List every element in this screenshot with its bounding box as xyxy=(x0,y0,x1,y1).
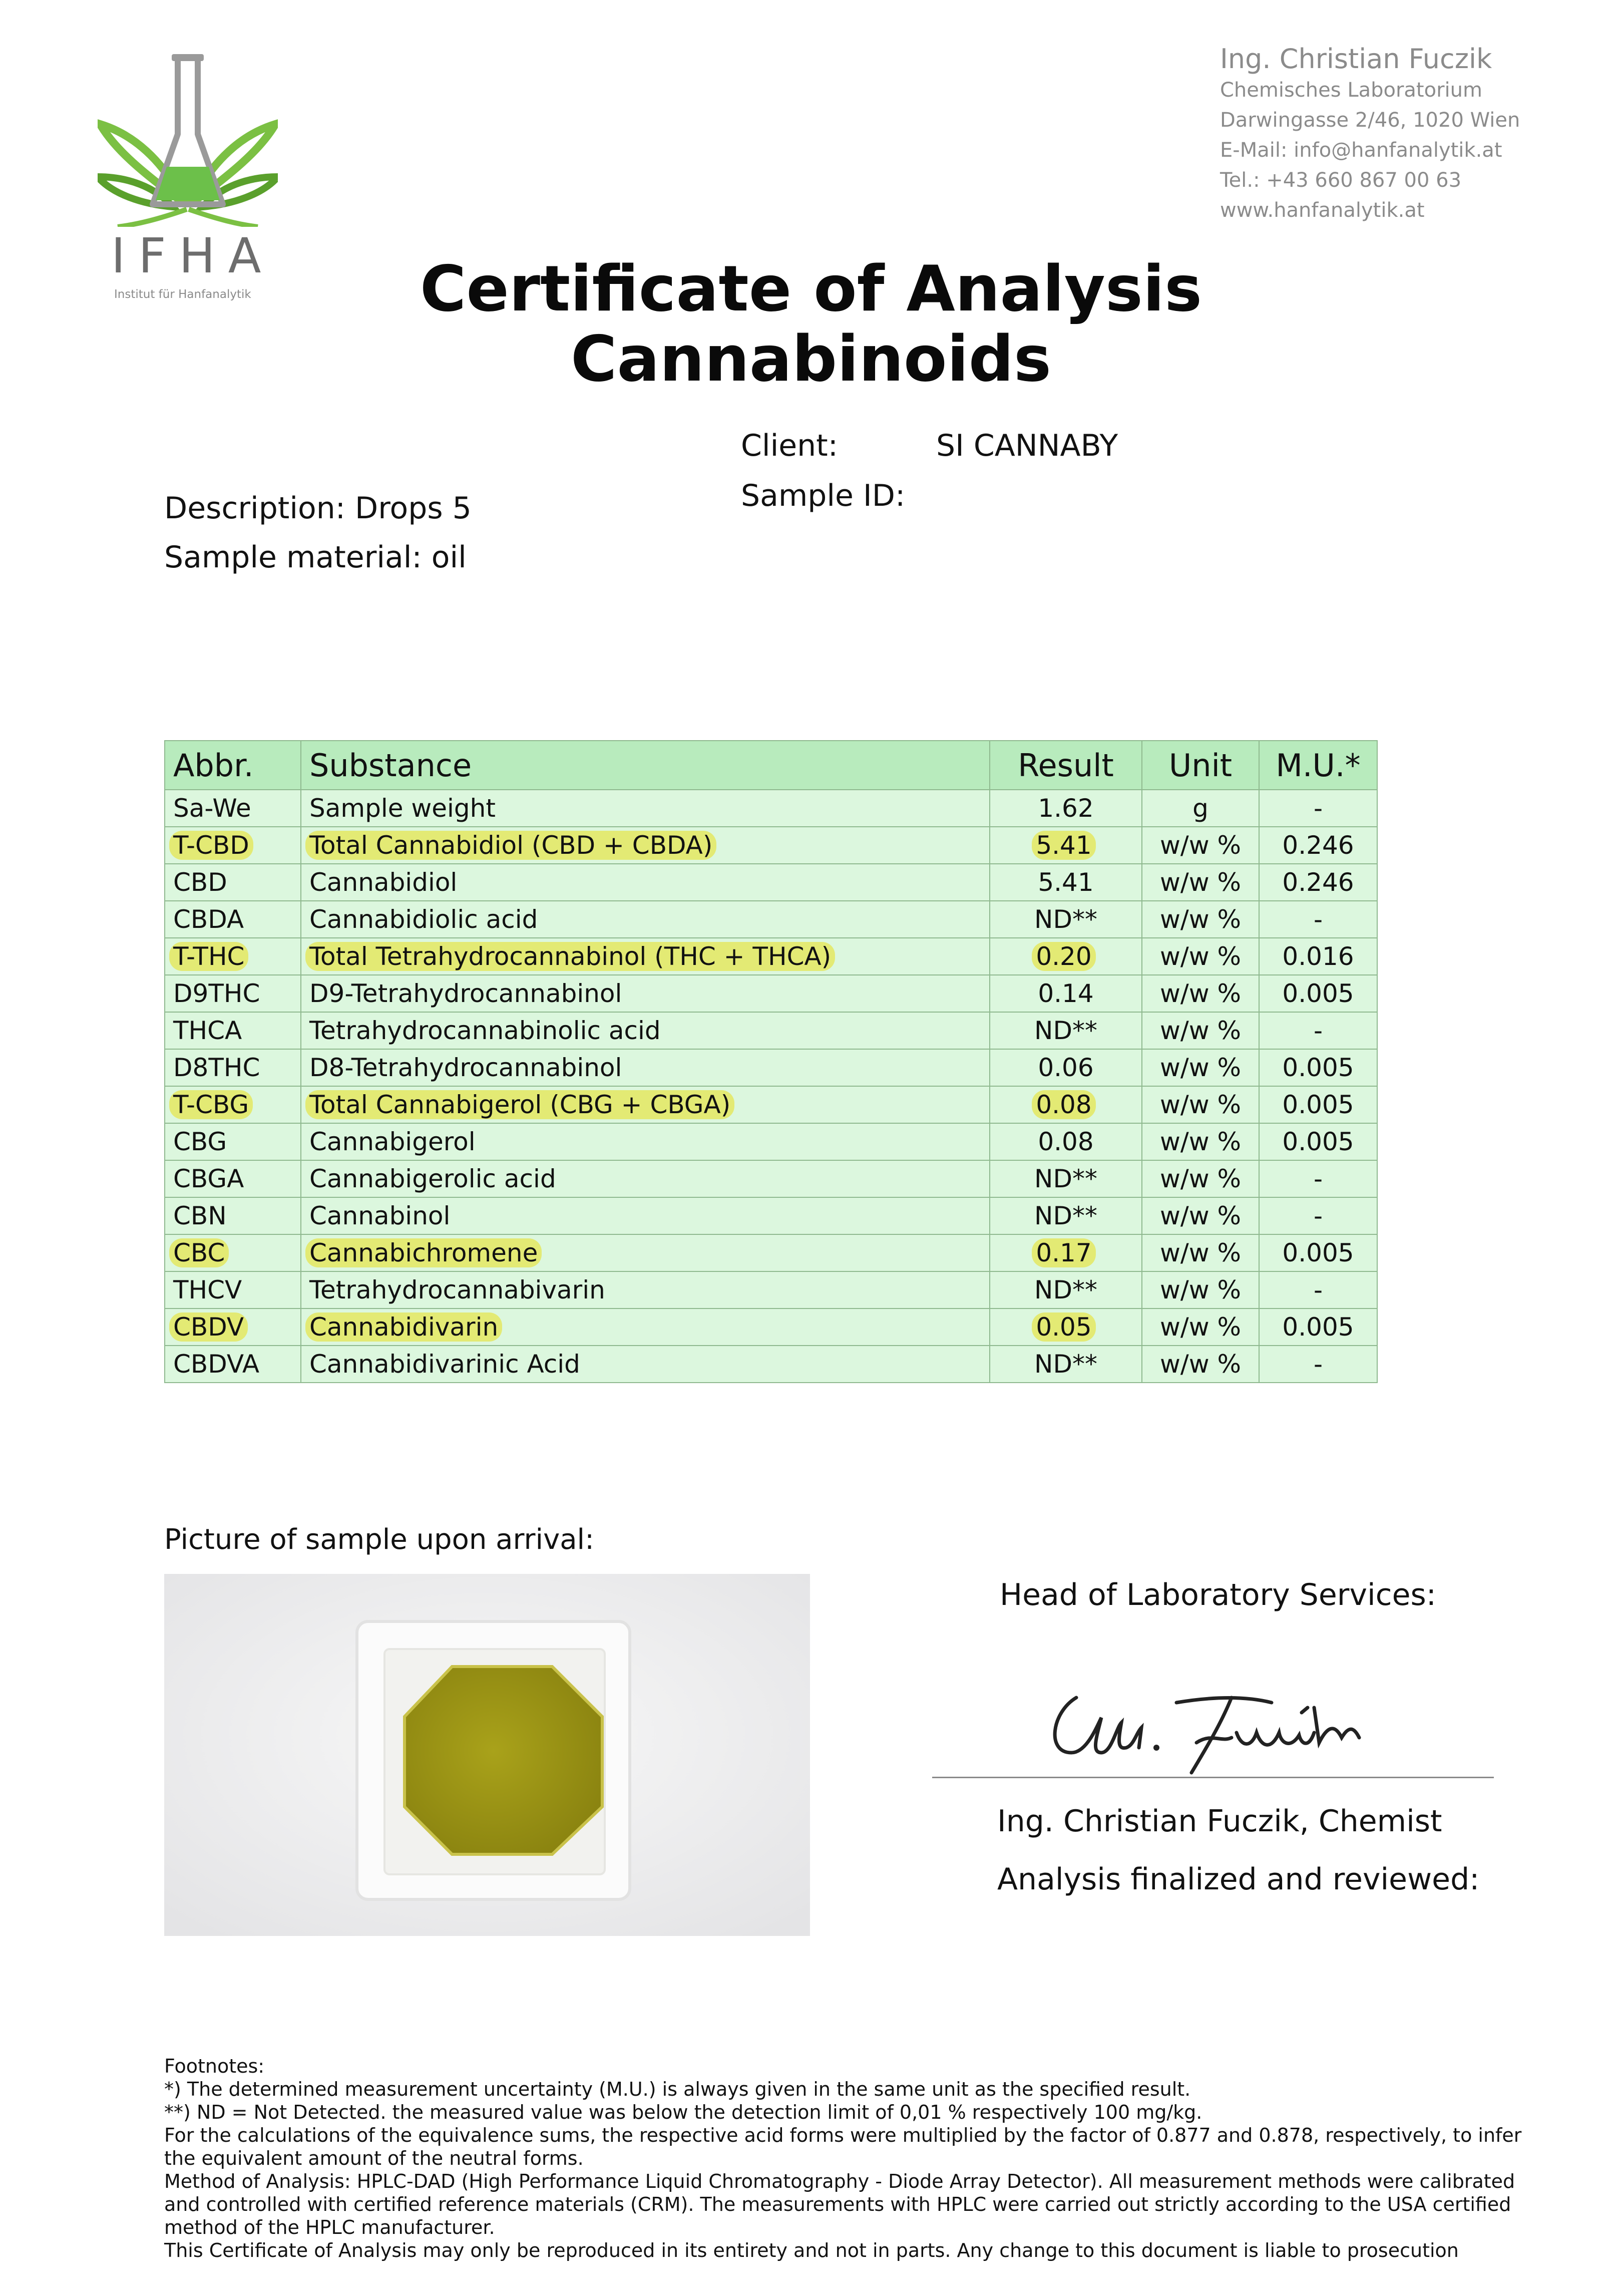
table-header-row xyxy=(165,741,1377,790)
footnote-line: **) ND = Not Detected. the measured value was below the detection limit of 0,01 % respectively 100 mg/kg. xyxy=(164,2101,1202,2123)
document-title: Certificate of Analysis xyxy=(420,252,1202,325)
footnote-line: Method of Analysis: HPLC-DAD (High Performance Liquid Chromatography - Diode Array Detector). All measurement methods were calibrated and controlled with certified reference materials (CRM). The measurements with HPLC were carried out strictly according to the USA certified method of the HPLC manufacturer. xyxy=(164,2170,1515,2238)
cell-abbr-text: T-CBD xyxy=(169,831,253,860)
cell-unit xyxy=(1142,1346,1259,1383)
cell-substance xyxy=(301,1197,990,1234)
cell-result xyxy=(990,790,1142,827)
table-row xyxy=(165,975,1377,1012)
cell-mu xyxy=(1259,1346,1377,1383)
footnote-line: *) The determined measurement uncertainty (M.U.) is always given in the same unit as the specified result. xyxy=(164,2078,1191,2100)
cell-unit xyxy=(1142,975,1259,1012)
cell-mu-text: 0.005 xyxy=(1282,1090,1354,1119)
footnotes xyxy=(164,2055,1531,2262)
cell-mu-text: 0.005 xyxy=(1282,979,1354,1008)
cell-abbr xyxy=(165,1234,301,1271)
cell-result-text: ND** xyxy=(1034,1016,1097,1045)
sample-id-label: Sample ID: xyxy=(741,478,906,513)
cell-result-text: 0.17 xyxy=(1032,1238,1095,1267)
header-mu: M.U.* xyxy=(1259,741,1377,790)
signature-line xyxy=(932,1777,1494,1778)
cell-substance xyxy=(301,864,990,901)
cell-mu xyxy=(1259,1160,1377,1197)
cell-unit xyxy=(1142,901,1259,938)
logo-wordmark: IFHA xyxy=(111,228,274,284)
cell-unit-text: w/w % xyxy=(1159,1313,1242,1342)
cell-result-text: 5.41 xyxy=(1038,868,1094,897)
cell-result xyxy=(990,1271,1142,1308)
cell-substance xyxy=(301,790,990,827)
cell-unit xyxy=(1142,1012,1259,1049)
cell-substance xyxy=(301,975,990,1012)
cell-unit xyxy=(1142,1308,1259,1346)
lab-address: Darwingasse 2/46, 1020 Wien xyxy=(1220,109,1520,132)
cell-substance-text: Total Cannabigerol (CBG + CBGA) xyxy=(305,1090,734,1119)
table-row xyxy=(165,1160,1377,1197)
cell-abbr xyxy=(165,827,301,864)
cell-abbr-text: CBN xyxy=(173,1201,227,1230)
cell-substance-text: Total Tetrahydrocannabinol (THC + THCA) xyxy=(305,942,835,971)
cell-mu-text: 0.016 xyxy=(1282,942,1354,971)
cell-abbr-text: CBDA xyxy=(173,905,244,934)
cell-unit xyxy=(1142,790,1259,827)
cell-result-text: ND** xyxy=(1034,1164,1097,1193)
header-result: Result xyxy=(990,741,1142,790)
cell-mu-text: - xyxy=(1313,794,1323,823)
lab-line: Chemisches Laboratorium xyxy=(1220,79,1482,102)
results-table xyxy=(164,740,1378,1383)
cell-substance-text: Cannabidivarin xyxy=(305,1313,502,1342)
cell-mu-text: 0.005 xyxy=(1282,1127,1354,1156)
cell-result-text: ND** xyxy=(1034,1201,1097,1230)
cell-unit xyxy=(1142,827,1259,864)
cell-abbr-text: CBG xyxy=(173,1127,227,1156)
cell-abbr-text: CBDVA xyxy=(173,1350,260,1379)
cell-unit xyxy=(1142,1123,1259,1160)
cell-substance xyxy=(301,1271,990,1308)
sample-material: Sample material: oil xyxy=(164,540,467,575)
cell-substance xyxy=(301,1123,990,1160)
header-unit: Unit xyxy=(1142,741,1259,790)
cell-mu-text: 0.005 xyxy=(1282,1053,1354,1082)
cell-result-text: 1.62 xyxy=(1038,794,1094,823)
table-row xyxy=(165,1197,1377,1234)
cell-mu-text: - xyxy=(1313,1016,1323,1045)
cell-unit xyxy=(1142,1049,1259,1086)
cell-substance-text: D9-Tetrahydrocannabinol xyxy=(309,979,622,1008)
footnote-line: For the calculations of the equivalence sums, the respective acid forms were multiplied by the factor of 0.877 and 0.878, respectively, to infer the equivalent amount of the neutral forms. xyxy=(164,2124,1522,2169)
cell-abbr xyxy=(165,975,301,1012)
cell-substance-text: Total Cannabidiol (CBD + CBDA) xyxy=(305,831,716,860)
cell-substance-text: Cannabinol xyxy=(309,1201,451,1230)
cell-result xyxy=(990,1234,1142,1271)
cell-result-text: ND** xyxy=(1034,1275,1097,1304)
cell-mu xyxy=(1259,975,1377,1012)
cell-abbr xyxy=(165,1160,301,1197)
cell-unit-text: w/w % xyxy=(1159,1275,1242,1304)
cell-unit-text: w/w % xyxy=(1159,1016,1242,1045)
cell-abbr xyxy=(165,864,301,901)
cell-result xyxy=(990,1346,1142,1383)
cell-mu xyxy=(1259,1271,1377,1308)
cell-unit-text: w/w % xyxy=(1159,1201,1242,1230)
cell-abbr xyxy=(165,1012,301,1049)
cell-substance xyxy=(301,1086,990,1123)
cell-abbr xyxy=(165,1123,301,1160)
cell-mu xyxy=(1259,790,1377,827)
table-row xyxy=(165,790,1377,827)
cell-abbr-text: D8THC xyxy=(173,1053,260,1082)
cell-abbr-text: Sa-We xyxy=(173,794,251,823)
cell-mu-text: - xyxy=(1313,905,1323,934)
lab-email: E-Mail: info@hanfanalytik.at xyxy=(1220,139,1502,162)
cell-unit-text: w/w % xyxy=(1159,1127,1242,1156)
cell-mu xyxy=(1259,1234,1377,1271)
cell-mu xyxy=(1259,827,1377,864)
cell-mu-text: - xyxy=(1313,1164,1323,1193)
cell-abbr-text: CBC xyxy=(169,1238,229,1267)
cell-unit-text: w/w % xyxy=(1159,942,1242,971)
cell-result xyxy=(990,1308,1142,1346)
document-subtitle: Cannabinoids xyxy=(571,322,1051,396)
cell-result xyxy=(990,975,1142,1012)
cell-substance-text: Cannabidiolic acid xyxy=(309,905,538,934)
cell-substance xyxy=(301,901,990,938)
table-row xyxy=(165,1086,1377,1123)
lab-contact-block xyxy=(1220,43,1520,225)
cell-result xyxy=(990,938,1142,975)
cell-result xyxy=(990,1123,1142,1160)
cell-mu-text: - xyxy=(1313,1350,1323,1379)
cell-abbr-text: D9THC xyxy=(173,979,260,1008)
logo-subtitle: Institut für Hanfanalytik xyxy=(114,288,251,301)
cell-abbr xyxy=(165,1346,301,1383)
table-row xyxy=(165,1271,1377,1308)
table-row xyxy=(165,1234,1377,1271)
cell-mu xyxy=(1259,1086,1377,1123)
table-row xyxy=(165,1012,1377,1049)
cell-mu-text: - xyxy=(1313,1201,1323,1230)
cell-substance xyxy=(301,1308,990,1346)
cell-mu-text: - xyxy=(1313,1275,1323,1304)
sample-photo xyxy=(164,1574,810,1936)
cell-unit-text: w/w % xyxy=(1159,1350,1242,1379)
cell-mu xyxy=(1259,901,1377,938)
cell-unit xyxy=(1142,864,1259,901)
cell-mu-text: 0.005 xyxy=(1282,1313,1354,1342)
cell-substance-text: Sample weight xyxy=(309,794,496,823)
header-abbr: Abbr. xyxy=(165,741,301,790)
cell-unit-text: w/w % xyxy=(1159,868,1242,897)
cell-result-text: 0.05 xyxy=(1032,1313,1095,1342)
cell-result-text: 0.20 xyxy=(1032,942,1095,971)
cell-unit-text: w/w % xyxy=(1159,1090,1242,1119)
cell-unit-text: w/w % xyxy=(1159,831,1242,860)
cell-abbr xyxy=(165,901,301,938)
cell-abbr-text: T-THC xyxy=(169,942,248,971)
cell-substance xyxy=(301,1346,990,1383)
cell-substance xyxy=(301,938,990,975)
client-label: Client: xyxy=(741,428,838,463)
cell-abbr-text: THCA xyxy=(173,1016,242,1045)
signature-image xyxy=(1041,1668,1402,1778)
cell-abbr-text: THCV xyxy=(173,1275,242,1304)
table-row xyxy=(165,938,1377,975)
cell-unit xyxy=(1142,1197,1259,1234)
cell-unit xyxy=(1142,1271,1259,1308)
cell-unit xyxy=(1142,1086,1259,1123)
table-row xyxy=(165,827,1377,864)
cell-substance-text: Cannabichromene xyxy=(305,1238,542,1267)
cell-abbr-text: CBGA xyxy=(173,1164,244,1193)
cell-substance xyxy=(301,1049,990,1086)
cell-substance xyxy=(301,1012,990,1049)
cell-abbr-text: T-CBG xyxy=(169,1090,253,1119)
cell-substance-text: Cannabidiol xyxy=(309,868,458,897)
cell-unit-text: w/w % xyxy=(1159,905,1242,934)
picture-label: Picture of sample upon arrival: xyxy=(164,1523,594,1556)
cell-unit-text: w/w % xyxy=(1159,1164,1242,1193)
cell-mu xyxy=(1259,1123,1377,1160)
cell-unit xyxy=(1142,1234,1259,1271)
cell-substance-text: Cannabidivarinic Acid xyxy=(309,1350,580,1379)
cell-result-text: 0.14 xyxy=(1038,979,1094,1008)
chemist-name: Ing. Christian Fuczik, Chemist xyxy=(997,1804,1442,1839)
lab-name: Ing. Christian Fuczik xyxy=(1220,43,1492,75)
cell-abbr xyxy=(165,790,301,827)
cell-abbr xyxy=(165,1086,301,1123)
cell-mu xyxy=(1259,1049,1377,1086)
cell-unit-text: w/w % xyxy=(1159,1053,1242,1082)
cell-unit xyxy=(1142,1160,1259,1197)
cell-result xyxy=(990,827,1142,864)
cell-unit-text: g xyxy=(1192,794,1208,823)
cell-abbr-text: CBD xyxy=(173,868,227,897)
cell-abbr-text: CBDV xyxy=(169,1313,248,1342)
cell-substance xyxy=(301,827,990,864)
cell-abbr xyxy=(165,938,301,975)
cell-result xyxy=(990,1160,1142,1197)
table-row xyxy=(165,1123,1377,1160)
analysis-finalized-label: Analysis finalized and reviewed: xyxy=(997,1862,1480,1897)
table-row xyxy=(165,864,1377,901)
cell-mu-text: 0.246 xyxy=(1282,831,1354,860)
client-value: SI CANNABY xyxy=(936,428,1118,463)
cell-substance-text: Cannabigerol xyxy=(309,1127,476,1156)
cell-result xyxy=(990,1086,1142,1123)
description: Description: Drops 5 xyxy=(164,491,472,526)
cell-result xyxy=(990,1049,1142,1086)
cell-unit xyxy=(1142,938,1259,975)
cell-result-text: 5.41 xyxy=(1032,831,1095,860)
cell-mu xyxy=(1259,1308,1377,1346)
cell-mu xyxy=(1259,938,1377,975)
cell-mu xyxy=(1259,1012,1377,1049)
cell-substance xyxy=(301,1234,990,1271)
cell-result xyxy=(990,901,1142,938)
cell-unit-text: w/w % xyxy=(1159,1238,1242,1267)
lab-phone: Tel.: +43 660 867 00 63 xyxy=(1220,169,1462,192)
footnotes-heading: Footnotes: xyxy=(164,2055,265,2077)
cell-result xyxy=(990,1012,1142,1049)
cell-mu xyxy=(1259,1197,1377,1234)
cell-abbr xyxy=(165,1049,301,1086)
cell-result-text: 0.06 xyxy=(1038,1053,1094,1082)
table-row xyxy=(165,1308,1377,1346)
cell-substance-text: D8-Tetrahydrocannabinol xyxy=(309,1053,622,1082)
cell-result-text: 0.08 xyxy=(1038,1127,1094,1156)
table-row xyxy=(165,1346,1377,1383)
cell-result-text: ND** xyxy=(1034,1350,1097,1379)
cell-mu-text: 0.005 xyxy=(1282,1238,1354,1267)
cell-result xyxy=(990,1197,1142,1234)
table-row xyxy=(165,1049,1377,1086)
cell-unit-text: w/w % xyxy=(1159,979,1242,1008)
table-row xyxy=(165,901,1377,938)
cell-mu-text: 0.246 xyxy=(1282,868,1354,897)
cell-substance-text: Cannabigerolic acid xyxy=(309,1164,556,1193)
cell-substance-text: Tetrahydrocannabivarin xyxy=(309,1275,605,1304)
cell-abbr xyxy=(165,1197,301,1234)
cell-abbr xyxy=(165,1308,301,1346)
cell-result-text: ND** xyxy=(1034,905,1097,934)
cell-abbr xyxy=(165,1271,301,1308)
cell-substance xyxy=(301,1160,990,1197)
cell-result xyxy=(990,864,1142,901)
cell-substance-text: Tetrahydrocannabinolic acid xyxy=(309,1016,661,1045)
lab-website: www.hanfanalytik.at xyxy=(1220,199,1425,222)
cell-result-text: 0.08 xyxy=(1032,1090,1095,1119)
ifha-logo-icon xyxy=(98,54,278,227)
footnote-line: This Certificate of Analysis may only be reproduced in its entirety and not in parts. Any change to this document is liable to prosecution xyxy=(164,2239,1459,2261)
header-substance: Substance xyxy=(301,741,990,790)
head-of-lab-label: Head of Laboratory Services: xyxy=(1000,1577,1436,1612)
cell-mu xyxy=(1259,864,1377,901)
